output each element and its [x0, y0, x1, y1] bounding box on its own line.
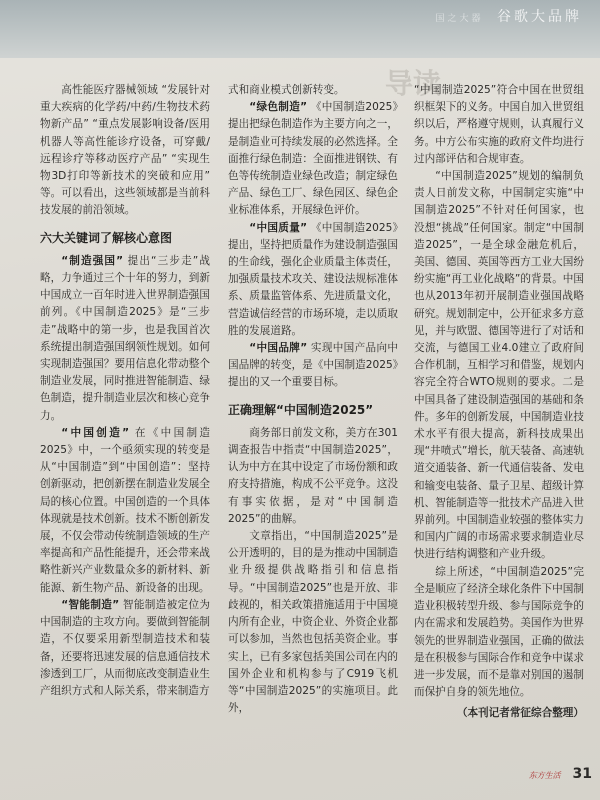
- paragraph-text: 智能制造被定位为中国制造的主攻方向。要做到智能制造，不仅要采用新型制造技术和装备，还要将迅速发展的信息通信技术渗透到工厂，从而彻底改变制造业生产组织方式和人际关系，带来制造方: [40, 598, 210, 697]
- paragraph-text: 提出“三步走”战略，力争通过三个十年的努力，到新中国成立一百年时进入世界制造强国前列。《中国制造2025》是“三步走”战略中的第一步，也是我国首次系统提出制造强国纲领性规划。如何实现制造强国？要用信息化带动整个制造业发展，同时推进智能制造、绿色制造，提升制造业层次和核心竞争力。: [40, 254, 210, 422]
- keyword: “中国品牌”: [249, 342, 308, 355]
- page-number: 31: [572, 766, 592, 782]
- paragraph-text: 在《中国制造2025》中，一个亟须实现的转变是从“中国制造”到“中国创造”：坚持创新驱动，把创新摆在制造业发展全局的核心位置。中国创造的一个具体体现就是技术创新。技术不断创新发展，不仅会带动传统制造领域的生产率提高和产品性能提升，还会带来战略性新兴产业数量众多的新材料、新能源、新生物产品、新设备的出现。: [40, 426, 210, 594]
- author-credit: （本刊记者常征综合整理）: [456, 707, 584, 720]
- paragraph-text: 《中国制造2025》提出，坚持把质量作为建设制造强国的生命线，强化企业质量主体责任，加强质量技术攻关、建设法规标准体系、质量监管体系、先进质量文化，营造诚信经营的市场环境，走以质取胜的发展道路。: [228, 221, 398, 337]
- paragraph: [228, 99, 398, 219]
- header-band: [0, 0, 600, 58]
- page-footer: [529, 766, 592, 782]
- paragraph: 高性能医疗器械领域 “发展针对重大疾病的化学药/中药/生物技术药物新产品” “重点发展影响设备/医用机器人等高性能诊疗设备，可穿戴/远程诊疗等移动医疗产品” “实现生物3D打印等新技术的突破和应用” 等。可以看出，这些领域都是当前科技发展的前沿领域。: [40, 84, 210, 217]
- magazine-name: 东方生活: [528, 771, 561, 780]
- paragraph: [40, 425, 210, 597]
- keyword: “中国创造”: [61, 426, 130, 439]
- paragraph: [228, 340, 398, 392]
- paragraph: “中国制造2025”符合中国在世贸组织框架下的义务。中国自加入世贸组织以后，严格遵守规则，认真履行义务。中方公布实施的政府文件均进行过内部评估和合规审查。: [414, 84, 584, 165]
- paragraph-text: 实现中国产品向中国品牌的转变，是《中国制造2025》提出的又一个重要目标。: [228, 342, 398, 389]
- paragraph: “中国制造2025”规划的编制负责人日前发文称，中国制定实施“中国制造2025”不针对任何国家，也没想“挑战”任何国家。制定“中国制造2025”，一是全球金融危机后，美国、德国、英国等西方工业大国纷纷实施“再工业化战略”的背景。中国也从2013年初开展制造业强国战略研究。规划制定中，公开征求多方意见，并与欧盟、德国等进行了对话和交流，与德国工业4.0建立了政府间合作机制，互相学习和借鉴，规划内容完全符合WTO规则的要求。二是中国具备了建设制造强国的基础和条件。多年的创新发展，中国制造业技术水平有很大提高，新科技成果出现“井喷式”增长，航天装备、高速轨道交通装备、新一代通信装备、发电和输变电装备、量子卫星、超级计算机、智能制造等一批技术产品进入世界前列。中国制造业较强的整体实力和国内广阔的市场需求要求制造业尽快进行结构调整和产业升级。: [414, 170, 584, 561]
- section-heading: 正确理解“中国制造2025”: [228, 402, 374, 417]
- paragraph: 文章指出，“中国制造2025”是公开透明的，目的是为推动中国制造业升级提供战略指引和信息指导。“中国制造2025”也是开放、非歧视的，相关政策措施适用于中国境内所有企业，中资企业、外资企业都可以参加，当然也包括美资企业。事实上，已有多家包括美国公司在内的国外企业和机构参与了C919飞机等“中国制造2025”的实施项目。此外，: [228, 530, 398, 715]
- column-1: [40, 82, 210, 700]
- paragraph: [40, 253, 210, 425]
- paragraph: [40, 597, 210, 700]
- section-main-label: 谷歌大品牌: [497, 9, 582, 25]
- paragraph: 式和商业模式创新转变。: [228, 84, 345, 96]
- keyword: “绿色制造”: [249, 101, 308, 114]
- column-3: [414, 82, 584, 723]
- paragraph-text: 《中国制造2025》提出把绿色制造作为主要方向之一，是制造业可持续发展的必然选择。全面推行绿色制造：全面推进钢铁、有色等传统制造业绿色改造；制定绿色产品、绿色工厂、绿色园区、绿色企业标准体系，开展绿色评价。: [228, 101, 398, 217]
- section-small-label: 国之大器: [435, 14, 484, 24]
- keyword: “智能制造”: [61, 598, 120, 611]
- paragraph: 商务部日前发文称，美方在301调查报告中指责“中国制造2025”，认为中方在其中设定了市场份额和政府支持措施，构成不公平竞争。这没有事实依据，是对“中国制造2025”的曲解。: [228, 426, 398, 525]
- section-title: [436, 6, 582, 26]
- section-heading: 六大关键词了解核心意图: [40, 230, 173, 245]
- watermark-text: 导读: [385, 67, 442, 100]
- keyword: “制造强国”: [61, 254, 124, 267]
- column-2: [228, 82, 398, 717]
- paragraph: [228, 220, 398, 340]
- paragraph: 综上所述，“中国制造2025”完全是顺应了经济全球化条件下中国制造业积极转型升级、参与国际竞争的内在需求和发展趋势。美国作为世界领先的世界制造业强国，正确的做法是在积极参与国际合作和竞争中谋求进一步发展，而不是靠对别国的遏制而保护自身的领先地位。: [414, 565, 584, 699]
- keyword: “中国质量”: [249, 221, 308, 234]
